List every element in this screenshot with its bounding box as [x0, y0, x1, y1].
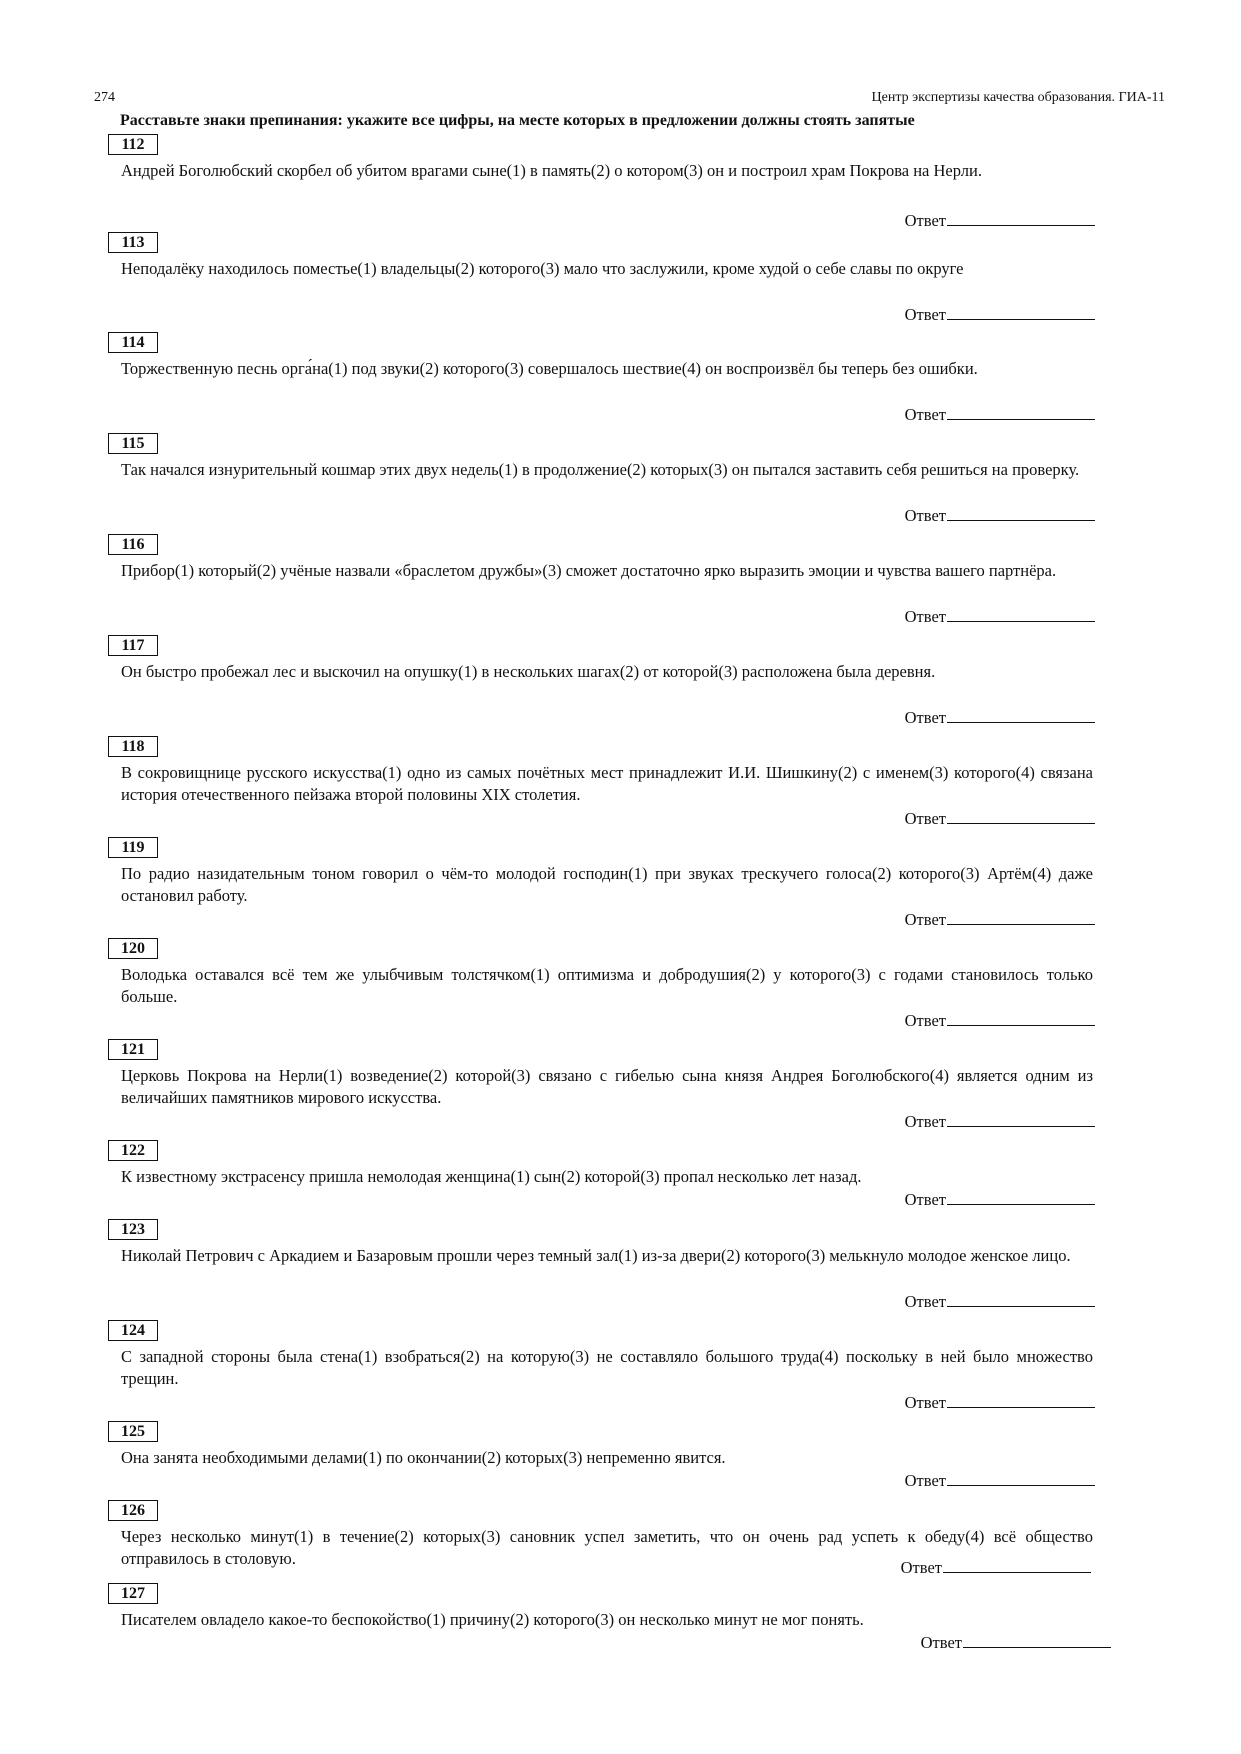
answer-field[interactable]: Ответ: [905, 1292, 1095, 1312]
answer-field[interactable]: Ответ: [905, 211, 1095, 231]
answer-field[interactable]: Ответ: [905, 305, 1095, 325]
task-text: Она занята необходимыми делами(1) по окончании(2) которых(3) непременно явится.: [121, 1448, 726, 1467]
task-text: Так начался изнурительный кошмар этих двух недель(1) в продолжение(2) которых(3) он пытался заставить себя решиться на проверку.: [121, 460, 1080, 479]
task-text: Через несколько минут(1) в течение(2) которых(3) сановник успел заметить, что он очень рад успеть к обеду(4) всё общество отправилось в столовую.: [121, 1527, 1093, 1568]
answer-field[interactable]: Ответ: [905, 708, 1095, 728]
task-text: По радио назидательным тоном говорил о чём-то молодой господин(1) при звуках трескучего голоса(2) которого(3) Артём(4) даже остановил работу.: [121, 864, 1093, 905]
task-text: Николай Петрович с Аркадием и Базаровым прошли через темный зал(1) из-за двери(2) которого(3) мелькнуло молодое женское лицо.: [121, 1246, 1071, 1265]
task-number: 114: [108, 332, 158, 353]
answer-field[interactable]: Ответ: [921, 1633, 1111, 1653]
task-text: В сокровищнице русского искусства(1) одно из самых почётных мест принадлежит И.И. Шишкину(2) с именем(3) которого(4) связана история отечественного пейзажа второй половины XIX столетия.: [121, 763, 1093, 804]
task-number: 115: [108, 433, 158, 454]
task-instruction: Расставьте знаки препинания: укажите все цифры, на месте которых в предложении должны стоять запятые: [120, 112, 915, 129]
task-number: 127: [108, 1583, 158, 1604]
answer-field[interactable]: Ответ: [905, 506, 1095, 526]
task-number: 116: [108, 534, 158, 555]
task-text: Церковь Покрова на Нерли(1) возведение(2) которой(3) связано с гибелью сына князя Андрея Боголюбского(4) является одним из величайших памятников мирового искусства.: [121, 1066, 1093, 1107]
page-number: 274: [94, 90, 115, 105]
task-number: 112: [108, 134, 158, 155]
task-text: С западной стороны была стена(1) взобраться(2) на которую(3) не составляло большого труда(4) поскольку в ней было множество трещин.: [121, 1347, 1093, 1388]
task-number: 123: [108, 1219, 158, 1240]
task-text: Неподалёку находилось поместье(1) владельцы(2) которого(3) мало что заслужили, кроме худой о себе славы по округе: [121, 259, 964, 278]
task-text: К известному экстрасенсу пришла немолодая женщина(1) сын(2) которой(3) пропал несколько лет назад.: [121, 1167, 862, 1186]
task-text: Андрей Боголюбский скорбел об убитом врагами сыне(1) в память(2) о котором(3) он и построил храм Покрова на Нерли.: [121, 161, 982, 180]
task-number: 126: [108, 1500, 158, 1521]
page-header-source: Центр экспертизы качества образования. ГИА-11: [871, 90, 1165, 105]
answer-field[interactable]: Ответ: [905, 1112, 1095, 1132]
task-text: Прибор(1) который(2) учёные назвали «браслетом дружбы»(3) сможет достаточно ярко выразить эмоции и чувства вашего партнёра.: [121, 561, 1057, 580]
answer-field[interactable]: Ответ: [905, 809, 1095, 829]
task-text: Он быстро пробежал лес и выскочил на опушку(1) в нескольких шагах(2) от которой(3) расположена была деревня.: [121, 662, 936, 681]
task-number: 122: [108, 1140, 158, 1161]
task-number: 120: [108, 938, 158, 959]
task-number: 121: [108, 1039, 158, 1060]
answer-field[interactable]: Ответ: [905, 405, 1095, 425]
answer-field[interactable]: Ответ: [905, 607, 1095, 627]
task-number: 117: [108, 635, 158, 656]
answer-field[interactable]: Ответ: [905, 1190, 1095, 1210]
answer-field[interactable]: Ответ: [905, 1011, 1095, 1031]
task-text: Писателем овладело какое-то беспокойство(1) причину(2) которого(3) он несколько минут не мог понять.: [121, 1610, 864, 1629]
task-text: Торжественную песнь орга́на(1) под звуки(2) которого(3) совершалось шествие(4) он воспроизвёл бы теперь без ошибки.: [121, 359, 978, 378]
task-number: 113: [108, 232, 158, 253]
answer-field[interactable]: Ответ: [901, 1558, 1091, 1578]
task-number: 119: [108, 837, 158, 858]
answer-field[interactable]: Ответ: [905, 1393, 1095, 1413]
task-text: Володька оставался всё тем же улыбчивым толстячком(1) оптимизма и добродушия(2) у которого(3) с годами становилось только больше.: [121, 965, 1093, 1006]
task-number: 118: [108, 736, 158, 757]
task-number: 125: [108, 1421, 158, 1442]
answer-field[interactable]: Ответ: [905, 1471, 1095, 1491]
answer-field[interactable]: Ответ: [905, 910, 1095, 930]
task-number: 124: [108, 1320, 158, 1341]
